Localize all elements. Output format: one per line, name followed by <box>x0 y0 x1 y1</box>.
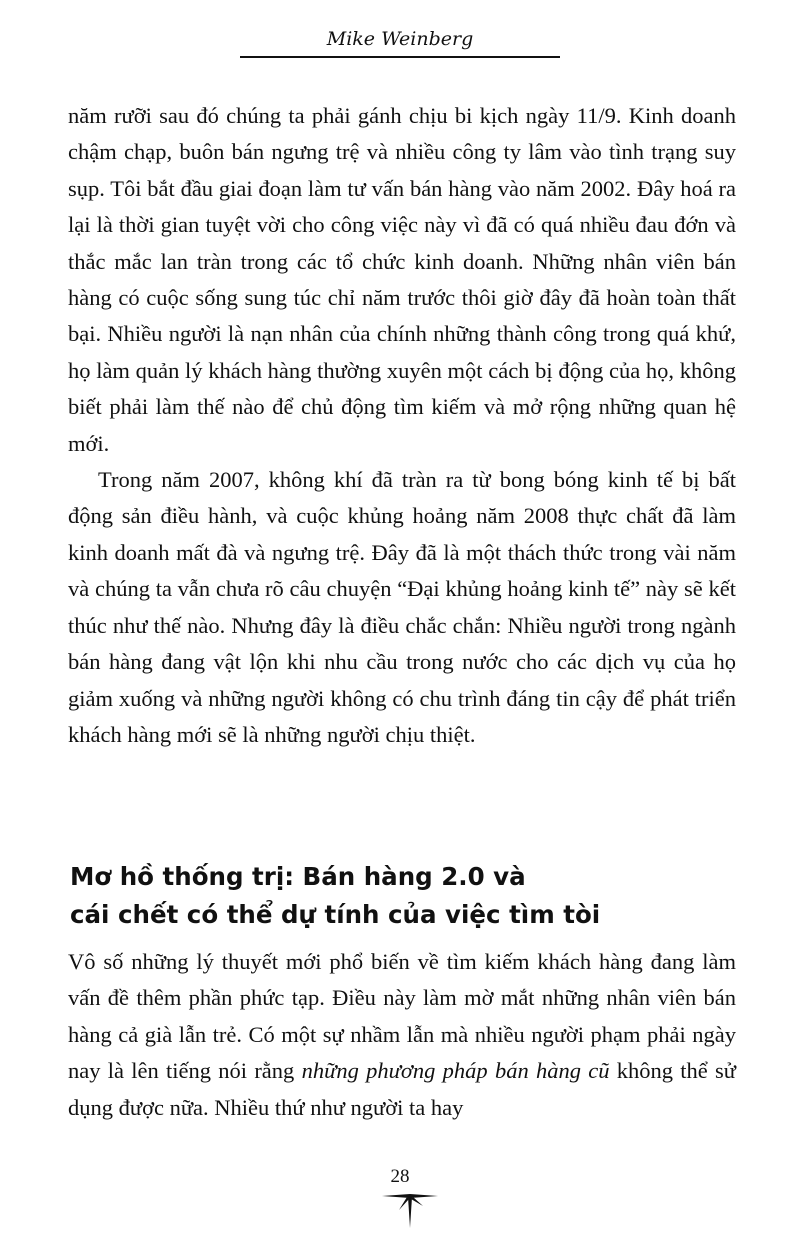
paragraph-1: năm rưỡi sau đó chúng ta phải gánh chịu bi kịch ngày 11/9. Kinh doanh chậm chạp, buôn bán ngưng trệ và nhiều công ty lâm vào tình trạng suy sụp. Tôi bắt đầu giai đoạn làm tư vấn bán hàng vào năm 2002. Đây hoá ra lại là thời gian tuyệt vời cho công việc này vì đã có quá nhiều đau đớn và thắc mắc lan tràn trong các tổ chức kinh doanh. Những nhân viên bán hàng có cuộc sống sung túc chỉ năm trước thôi giờ đây đã hoàn toàn thất bại. Nhiều người là nạn nhân của chính những thành công trong quá khứ, họ làm quản lý khách hàng thường xuyên một cách bị động của họ, không biết phải làm thế nào để chủ động tìm kiếm và mở rộng những quan hệ mới. <box>68 103 736 456</box>
body-section-2 <box>68 944 736 1126</box>
section-heading-line-1: Mơ hồ thống trị: Bán hàng 2.0 và <box>70 862 526 891</box>
page-number: 28 <box>390 1166 410 1187</box>
paragraph-3-text-a: Vô số những lý thuyết mới phổ biến về tìm kiếm khách hàng đang làm vấn đề thêm phần phức tạp. Điều này làm mờ mắt những nhân viên bán hàng cả già lẫn trẻ. Có một sự nhầm lẫn mà nhiều người phạm phải ngày nay là lên tiếng nói rằng <box>68 949 736 1084</box>
paragraph-3 <box>68 944 736 1126</box>
running-header-author: Mike Weinberg <box>326 28 474 50</box>
paragraph-3-italic: những phương pháp bán hàng cũ <box>301 1058 610 1084</box>
section-heading <box>70 858 750 934</box>
paragraph-3-text-b: không thể sử dụng được nữa. Nhiều thứ như người ta hay <box>68 1058 736 1120</box>
section-heading-line-2: cái chết có thể dự tính của việc tìm tòi <box>70 900 601 929</box>
body-section-1 <box>68 98 736 753</box>
compass-star-ornament-icon <box>380 1190 440 1230</box>
paragraph-2: Trong năm 2007, không khí đã tràn ra từ bong bóng kinh tế bị bất động sản điều hành, và cuộc khủng hoảng năm 2008 thực chất đã làm kinh doanh mất đà và ngưng trệ. Đây đã là một thách thức trong vài năm và chúng ta vẫn chưa rõ câu chuyện “Đại khủng hoảng kinh tế” này sẽ kết thúc như thế nào. Nhưng đây là điều chắc chắn: Nhiều người trong ngành bán hàng đang vật lộn khi nhu cầu trong nước cho các dịch vụ của họ giảm xuống và những người không có chu trình đáng tin cậy để phát triển khách hàng mới sẽ là những người chịu thiệt. <box>68 467 736 747</box>
header-rule <box>240 56 560 58</box>
